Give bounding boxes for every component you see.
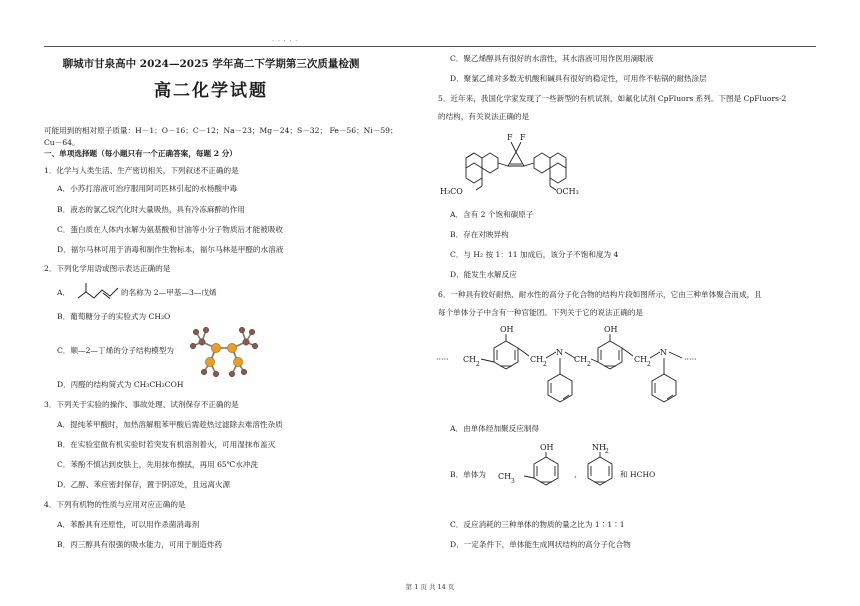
q5-option-a: A．含有 2 个饱和碳原子 [450,210,534,219]
section-heading: 一、单项选择题（每小题只有一个正确答案，每题 2 分） [44,149,237,158]
q3-option-d: D．乙醇、苯应密封保存，置于阴凉处，且远离火源 [57,480,231,489]
q6b-monomer-structures [484,442,620,498]
q4-option-b: B．丙三醇具有很强的吸水能力，可用于制造炸药 [57,540,223,549]
ch2-label-4: CH [634,355,648,364]
svg-text:2: 2 [543,361,547,368]
q4-option-a: A．苯酚具有还原性，可以用作杀菌消毒剂 [57,520,200,529]
q2-option-d: D．丙醛的结构简式为 CH₃CH₂COH [57,380,184,389]
q4-option-d: D．聚氯乙烯对多数无机酸和碱具有很好的稳定性，可用作不粘锅的耐热涂层 [450,74,707,83]
ch2-label-3: CH [574,355,588,364]
q5-option-b: B．存在对映异构 [450,230,509,239]
q1-option-c: C．蛋白质在人体内水解为氨基酸和甘油等小分子物质后才能被吸收 [57,225,284,234]
q6-option-b-suffix: 和 HCHO [620,470,656,479]
exam-title: 聊城市甘泉高中 2024—2025 学年高二下学期第三次质量检测 [62,58,360,70]
oh-label-1: OH [500,325,514,334]
q4-option-c: C．聚乙烯醇具有很好的水溶性，其水溶液可用作医用滴眼液 [450,54,654,63]
q3-option-c: C．苯酚不慎沾到皮肤上，先用抹布擦拭，再用 65℃水冲洗 [57,460,259,469]
header-dots: · · · · · [272,38,299,45]
q2-option-a-suffix: 的名称为 2—甲基—3—戊烯 [121,288,217,297]
q1-option-a: A．小苏打溶液可治疗服用阿司匹林引起的水杨酸中毒 [57,184,238,193]
n-label-1: N [556,348,563,357]
ch2-label-2: CH [530,355,544,364]
page-footer: 第 1 页 共 14 页 [405,583,455,591]
q6-option-b-prefix: B．单体为 [450,470,486,479]
q2-option-c: C．顺—2—丁烯的分子结构模型为 [57,346,174,355]
atomic-masses-line1: 可能用到的相对原子质量：H－1；O－16；C－12；Na－23；Mg－24；S－32； Fe－56；Ni－59； [44,126,398,135]
q2a-skeletal-structure [76,280,120,304]
q3-stem: 3．下列关于实验的操作、事故处理、试剂保存不正确的是 [44,400,239,409]
ch2-label-1: CH [463,355,477,364]
svg-text:2: 2 [605,448,609,455]
q4-stem: 4．下列有机物的性质与应用对应正确的是 [44,500,186,509]
q3-option-a: A．提纯苯甲酸时，加热溶解粗苯甲酸后需趁热过滤除去难溶性杂质 [57,420,283,429]
cis-2-butene-ball-model [190,322,266,378]
q6-option-a: A．由单体经加聚反应制得 [450,424,540,433]
svg-text:2: 2 [647,361,651,368]
header-rule [44,46,816,47]
chain-dashes-left: ····· [436,355,449,364]
q5-option-d: D．能发生水解反应 [450,270,517,279]
q2-stem: 2．下列化学用语或图示表达正确的是 [44,264,171,273]
q2-option-b: B．葡萄糖分子的实验式为 CH₂O [57,312,171,321]
q5-f1-label: F [507,133,513,142]
cpfluors-2-structure [438,128,608,200]
q5-stem-line2: 的结构，有关说法正确的是 [438,112,530,121]
q5-stem-line1: 5．近年来，我国化学家发现了一些新型的有机试剂，如氟化试剂 CpFluors 系列。下图是 CpFluors-2 [438,94,787,103]
q6-stem-line2: 每个单体分子中含有一种官能团。下列关于它的说法正确的是 [438,308,644,317]
svg-text:2: 2 [587,361,591,368]
monomer-ch3: CH [498,472,512,481]
subject-title: 高二化学试题 [154,81,268,101]
q5-option-c: C．与 H₂ 按 1：11 加成后，该分子不饱和度为 4 [450,250,619,259]
q6-option-b-separator: 、 [574,470,582,479]
svg-text:3: 3 [511,478,515,485]
monomer-phenol-oh: OH [540,443,554,452]
q6-polymer-fragment [434,322,724,412]
q6-stem-line1: 6．一种具有较好耐热、耐水性的高分子化合物的结构片段如图所示，它由三种单体聚合而成，且 [438,290,762,299]
n-label-2: N [660,348,667,357]
q2-option-a-prefix: A． [57,288,71,297]
q3-option-b: B．在实验室做有机实验时若突发有机溶剂着火，可用湿抹布盖灭 [57,440,276,449]
q5-left-substituent: H₃CO [440,187,463,196]
svg-text:2: 2 [476,361,480,368]
q5-f2-label: F [520,133,526,142]
q1-option-d: D．福尔马林可用于消毒和制作生物标本，福尔马林是甲醛的水溶液 [57,245,284,254]
monomer-nh2: NH [592,443,606,452]
q1-option-b: B．液态的氯乙烷汽化时大量吸热，具有冷冻麻醉的作用 [57,205,245,214]
oh-label-2: OH [604,325,618,334]
chain-dashes-right: ····· [684,355,697,364]
atomic-masses-line2: Cu－64。 [44,138,80,147]
q6-option-c: C．反应消耗的三种单体的物质的量之比为 1∶1∶1 [450,520,625,529]
q5-right-substituent: OCH₃ [556,187,579,196]
q1-stem: 1．化学与人类生活、生产密切相关，下列叙述不正确的是 [44,166,239,175]
q6-option-d: D．一定条件下，单体能生成网状结构的高分子化合物 [450,540,631,549]
